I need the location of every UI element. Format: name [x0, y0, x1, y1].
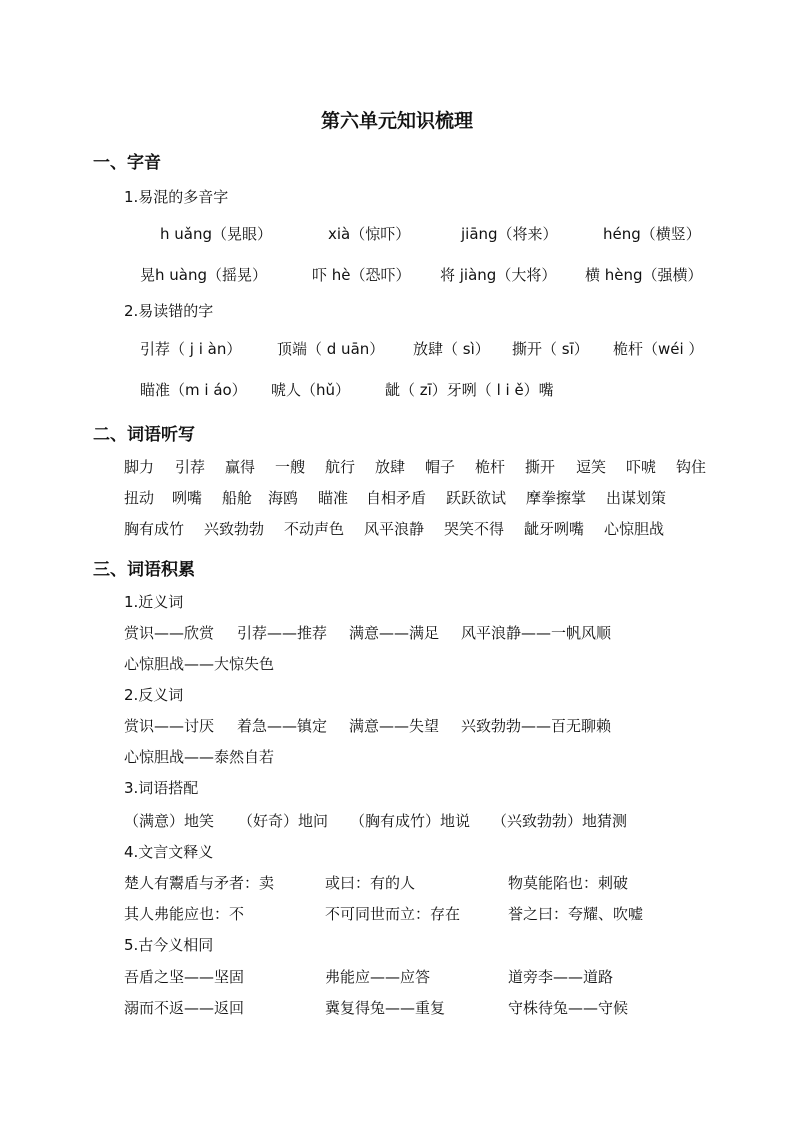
- collocation-item: （好奇）地问: [238, 812, 329, 830]
- meaning-item: 冀复得兔——重复: [325, 999, 446, 1017]
- section-1-sub-1: 1.易混的多音字: [124, 188, 229, 206]
- synonym-row-2: 心惊胆战——大惊失色: [124, 655, 275, 673]
- word-pair: 赏识——讨厌: [124, 717, 215, 735]
- word-pair: 赏识——欣赏: [124, 624, 215, 642]
- gloss-item: 不可同世而立：存在: [325, 905, 461, 923]
- word: 跃跃欲试: [446, 489, 507, 507]
- word: 逗笑: [576, 458, 607, 476]
- section-3-sub-5: 5.古今义相同: [124, 936, 214, 954]
- meaning-item: 吾盾之坚——坚固: [124, 968, 245, 986]
- poly-item: h uǎng（晃眼）: [160, 225, 273, 243]
- word: 放肆: [375, 458, 406, 476]
- word-pair: 着急——镇定: [237, 717, 328, 735]
- word: 桅杆: [475, 458, 506, 476]
- poly-item: 横 hèng（强横）: [585, 266, 703, 284]
- section-3-heading: 三、词语积累: [93, 560, 195, 580]
- word: 心惊胆战: [604, 520, 665, 538]
- mis-item: 龇（ zī）牙咧（ l i ě）嘴: [385, 381, 554, 399]
- collocation-item: （胸有成竹）地说: [350, 812, 471, 830]
- mis-item: 瞄准（m i áo）: [140, 381, 247, 399]
- poly-item: 晃h uàng（摇晃）: [140, 266, 268, 284]
- word-pair: 风平浪静——一帆风顺: [461, 624, 612, 642]
- word: 航行: [325, 458, 356, 476]
- poly-item: xià（惊吓）: [328, 225, 411, 243]
- word: 帽子: [425, 458, 456, 476]
- section-2-heading: 二、词语听写: [93, 425, 195, 445]
- gloss-item: 物莫能陷也：刺破: [508, 874, 629, 892]
- poly-item: 吓 hè（恐吓）: [312, 266, 411, 284]
- section-1-sub-2: 2.易读错的字: [124, 302, 214, 320]
- section-3-sub-1: 1.近义词: [124, 593, 184, 611]
- poly-item: 将 jiàng（大将）: [440, 266, 557, 284]
- word: 瞄准: [318, 489, 349, 507]
- page-title: 第六单元知识梳理: [320, 110, 473, 132]
- word: 撕开: [525, 458, 556, 476]
- mis-item: 桅杆（wéi ）: [613, 340, 704, 358]
- word: 出谋划策: [606, 489, 667, 507]
- section-1-heading: 一、字音: [93, 153, 161, 173]
- meaning-item: 弗能应——应答: [325, 968, 431, 986]
- antonym-row-2: 心惊胆战——泰然自若: [124, 748, 275, 766]
- gloss-item: 或曰：有的人: [325, 874, 416, 892]
- word-pair: 满意——满足: [349, 624, 440, 642]
- word: 脚力: [124, 458, 155, 476]
- word: 扭动: [124, 489, 155, 507]
- mis-item: 唬人（hǔ）: [271, 381, 351, 399]
- collocation-item: （满意）地笑: [124, 812, 215, 830]
- word: 龇牙咧嘴: [524, 520, 585, 538]
- mis-item: 顶端（ d uān）: [277, 340, 385, 358]
- gloss-item: 其人弗能应也：不: [124, 905, 245, 923]
- word: 摩拳擦掌: [526, 489, 587, 507]
- word: 咧嘴: [172, 489, 203, 507]
- word: 海鸥: [268, 489, 299, 507]
- poly-item: héng（横竖）: [603, 225, 701, 243]
- word: 自相矛盾: [366, 489, 427, 507]
- word: 哭笑不得: [444, 520, 505, 538]
- word: 船舱: [222, 489, 253, 507]
- word: 不动声色: [284, 520, 345, 538]
- section-3-sub-2: 2.反义词: [124, 686, 184, 704]
- mis-item: 放肆（ sì）: [413, 340, 490, 358]
- meaning-item: 道旁李——道路: [508, 968, 614, 986]
- gloss-item: 楚人有鬻盾与矛者：卖: [124, 874, 275, 892]
- word: 一艘: [275, 458, 306, 476]
- poly-item: jiāng（将来）: [461, 225, 558, 243]
- section-3-sub-4: 4.文言文释义: [124, 843, 214, 861]
- word: 胸有成竹: [124, 520, 185, 538]
- mis-item: 引荐（ j i àn）: [140, 340, 242, 358]
- gloss-item: 誉之曰：夸耀、吹嘘: [508, 905, 644, 923]
- meaning-item: 溺而不返——返回: [124, 999, 245, 1017]
- word-pair: 满意——失望: [349, 717, 440, 735]
- meaning-item: 守株待兔——守候: [508, 999, 629, 1017]
- word: 兴致勃勃: [204, 520, 265, 538]
- word: 风平浪静: [364, 520, 425, 538]
- section-3-sub-3: 3.词语搭配: [124, 779, 199, 797]
- word-pair: 兴致勃勃——百无聊赖: [461, 717, 612, 735]
- word: 钩住: [676, 458, 707, 476]
- collocation-item: （兴致勃勃）地猜测: [492, 812, 628, 830]
- word-pair: 引荐——推荐: [237, 624, 328, 642]
- word: 吓唬: [626, 458, 657, 476]
- word: 引荐: [175, 458, 206, 476]
- mis-item: 撕开（ sī）: [512, 340, 589, 358]
- word: 赢得: [225, 458, 256, 476]
